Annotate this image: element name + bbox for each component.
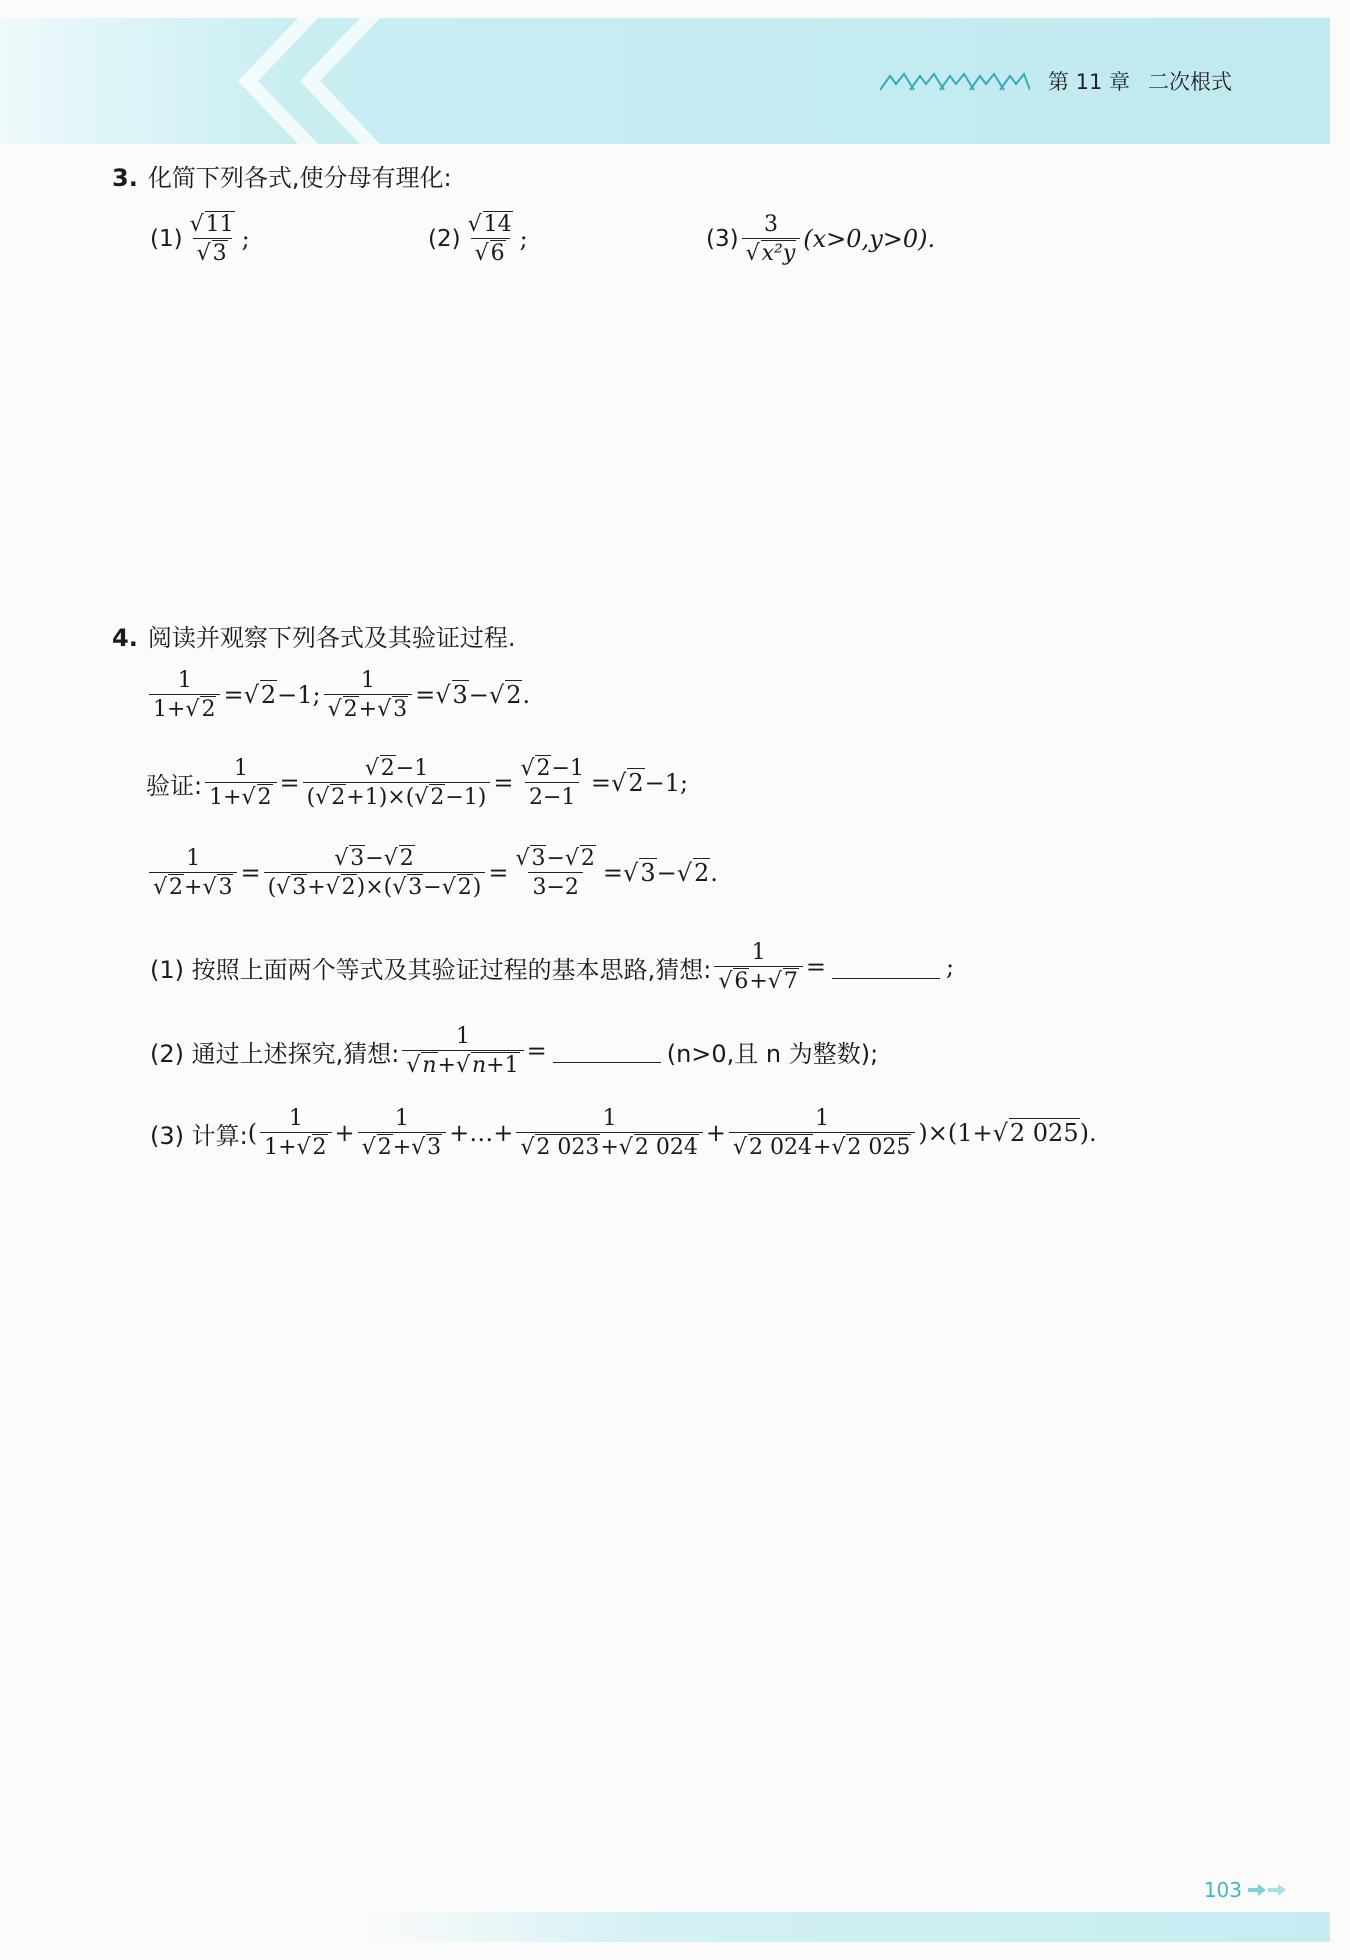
part-label: (3) — [706, 226, 739, 253]
chapter-header — [880, 66, 1232, 96]
chapter-title: 二次根式 — [1148, 70, 1232, 94]
radicand: 3 — [212, 241, 227, 267]
mountain-decoration-icon — [880, 70, 1030, 92]
chevron-left-icon — [300, 18, 380, 144]
q4-sub-3: (3) 计算: ( $\frac{1}{1+√2}$ + $\frac{1}{√2+√3}$ +…+ $\frac{1}{√2 023+√2 024}$ + $\frac{1}{√2 024+√2 025}$ )×(1+√2 025). — [150, 1106, 1097, 1161]
q3-part-2 — [428, 212, 528, 267]
question-4-title — [112, 618, 515, 653]
q3-part-1 — [150, 212, 250, 267]
page-number-text: 103 — [1203, 1878, 1242, 1902]
numerator: 3 — [763, 212, 778, 237]
footer-band — [360, 1912, 1330, 1942]
radicand: 6 — [490, 241, 505, 267]
fraction: $\frac{√14}{√6}$ — [467, 212, 512, 267]
arrow-right-icon — [1248, 1884, 1288, 1896]
chapter-number: 第 11 章 — [1047, 70, 1130, 94]
fraction: $\frac{√11}{√3}$ — [189, 212, 234, 267]
sub-question-text: (2) 通过上述探究,猜想: — [150, 1039, 400, 1068]
q4-verify-2: $\frac{1}{√2+√3}$ = $\frac{√3-√2}{(√3+√2)\times(√3-√2)}$ = $\frac{√3-√2}{3-2}$ =√3−√2. — [146, 846, 718, 901]
fraction: $\frac{3}{\text{√x²y}}$ — [742, 212, 801, 267]
punctuation: ; — [241, 225, 250, 254]
q4-verify-1: 验证: $\frac{1}{1+√2}$ = $\frac{√2-1}{(√2+1)\times(√2-1)}$ = $\frac{√2-1}{2-1}$ =√2−1; — [146, 756, 689, 811]
answer-blank[interactable] — [553, 1040, 661, 1063]
sub-question-text: (1) 按照上面两个等式及其验证过程的基本思路,猜想: — [150, 955, 712, 984]
question-text: 阅读并观察下列各式及其验证过程. — [147, 624, 516, 652]
q4-sub-1: (1) 按照上面两个等式及其验证过程的基本思路,猜想: $\frac{1}{√6+√7}$ = ; — [150, 940, 955, 995]
q4-examples: $\frac{1}{1+√2}$ =√2−1; $\frac{1}{√2+√3}$ =√3−√2. — [146, 668, 530, 723]
part-label: (2) — [428, 226, 461, 253]
radicand: 11 — [205, 212, 234, 237]
q4-sub-2: (2) 通过上述探究,猜想: $\frac{1}{√n+√n+1}$ = (n>0,且 n 为整数); — [150, 1024, 879, 1079]
question-number: 4. — [112, 624, 138, 652]
condition: (x>0,y>0). — [803, 225, 936, 254]
question-number: 3. — [112, 164, 138, 192]
question-text: 化简下列各式,使分母有理化: — [147, 164, 452, 192]
radicand: 14 — [483, 212, 512, 237]
part-label: (1) — [150, 226, 183, 253]
radicand: x²y — [761, 241, 796, 267]
q3-part-3 — [706, 212, 935, 267]
punctuation: ; — [519, 225, 528, 254]
page-number — [1204, 1878, 1288, 1902]
question-3-title — [112, 158, 452, 193]
verify-label: 验证: — [146, 771, 203, 800]
sub-question-text: (3) 计算: — [150, 1121, 248, 1150]
answer-blank[interactable] — [832, 956, 940, 979]
condition: (n>0,且 n 为整数); — [666, 1039, 879, 1068]
